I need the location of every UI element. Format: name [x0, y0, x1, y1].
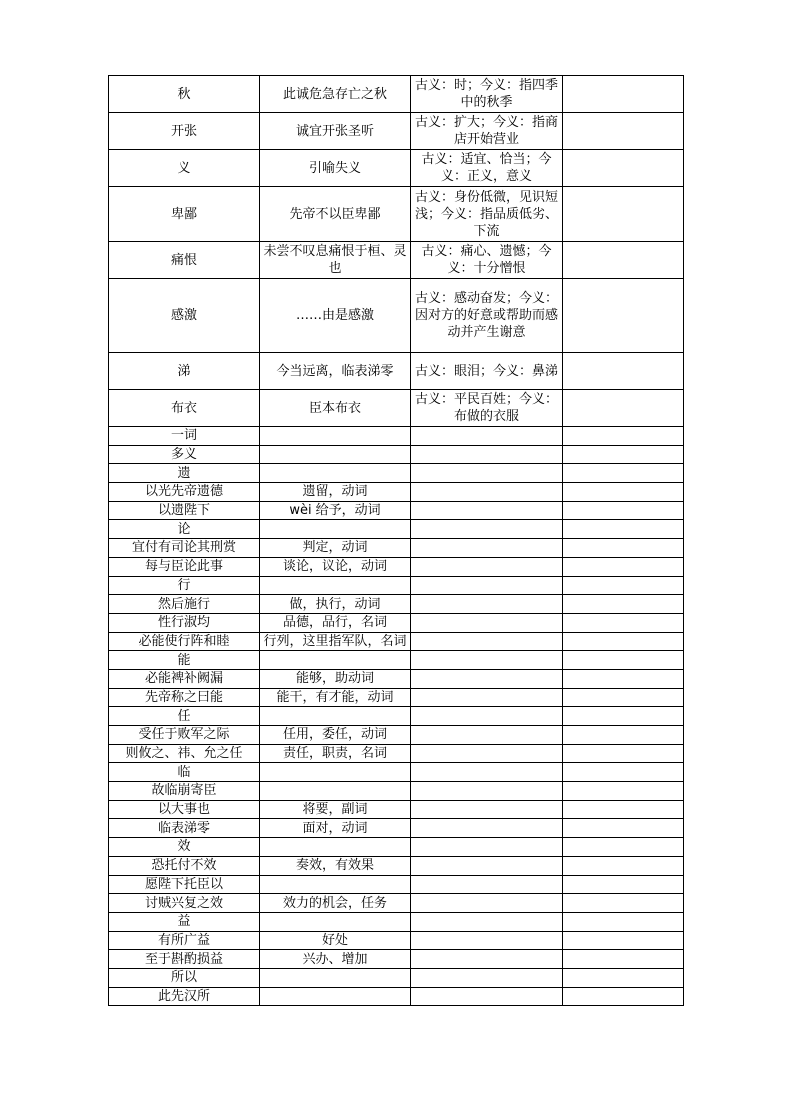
table-cell-col1: 则攸之、祎、允之任	[109, 744, 260, 763]
table-cell-col2	[260, 968, 411, 987]
table-row	[109, 187, 684, 242]
table-cell-col3: 古义：痛心、遗憾；今义：十分憎恨	[411, 242, 563, 279]
table-cell-col1: 益	[109, 912, 260, 931]
table-cell-col4	[563, 613, 684, 632]
table-cell-col2: 品德，品行，名词	[260, 613, 411, 632]
vocab-table	[108, 75, 684, 1006]
table-cell-col3	[411, 688, 563, 707]
table-row	[109, 707, 684, 726]
table-row	[109, 651, 684, 670]
table-row	[109, 557, 684, 576]
table-cell-col2	[260, 427, 411, 446]
table-cell-col3	[411, 726, 563, 745]
table-cell-col1: 至于斟酌损益	[109, 950, 260, 969]
table-cell-col3	[411, 800, 563, 819]
table-cell-col3: 古义：身份低微，见识短浅；今义：指品质低劣、下流	[411, 187, 563, 242]
table-cell-col3	[411, 931, 563, 950]
table-row	[109, 150, 684, 187]
table-cell-col4	[563, 557, 684, 576]
table-cell-col4	[563, 76, 684, 113]
table-cell-col2	[260, 464, 411, 483]
table-cell-col2	[260, 520, 411, 539]
table-cell-col2	[260, 445, 411, 464]
table-cell-col4	[563, 968, 684, 987]
table-cell-col2	[260, 987, 411, 1006]
table-cell-col3	[411, 894, 563, 913]
table-row	[109, 445, 684, 464]
table-cell-col3	[411, 445, 563, 464]
table-cell-col2: 面对，动词	[260, 819, 411, 838]
table-cell-col4	[563, 726, 684, 745]
table-cell-col3	[411, 763, 563, 782]
table-row	[109, 613, 684, 632]
table-cell-col2: 责任，职责，名词	[260, 744, 411, 763]
table-cell-col1: 所以	[109, 968, 260, 987]
table-cell-col2: 将要，副词	[260, 800, 411, 819]
table-cell-col4	[563, 483, 684, 502]
table-row	[109, 987, 684, 1006]
table-cell-col1: 以光先帝遗德	[109, 483, 260, 502]
table-cell-col4	[563, 800, 684, 819]
table-cell-col4	[563, 427, 684, 446]
table-row	[109, 894, 684, 913]
table-cell-col4	[563, 931, 684, 950]
table-cell-col3	[411, 520, 563, 539]
table-cell-col3: 古义：扩大；今义：指商店开始营业	[411, 113, 563, 150]
table-cell-col4	[563, 744, 684, 763]
table-cell-col3	[411, 819, 563, 838]
table-row	[109, 968, 684, 987]
table-cell-col3	[411, 576, 563, 595]
table-cell-col4	[563, 987, 684, 1006]
table-row	[109, 912, 684, 931]
table-row	[109, 726, 684, 745]
table-cell-col3	[411, 782, 563, 801]
table-cell-col4	[563, 279, 684, 353]
table-cell-col3: 古义：眼泪；今义：鼻涕	[411, 353, 563, 390]
table-cell-col1: 涕	[109, 353, 260, 390]
table-cell-col4	[563, 707, 684, 726]
table-cell-col4	[563, 950, 684, 969]
table-cell-col2: 好处	[260, 931, 411, 950]
table-cell-col2: 兴办、增加	[260, 950, 411, 969]
table-cell-col2: 奏效，有效果	[260, 856, 411, 875]
table-cell-col1: 恐托付不效	[109, 856, 260, 875]
table-cell-col1: 先帝称之曰能	[109, 688, 260, 707]
table-cell-col1: 有所广益	[109, 931, 260, 950]
table-row	[109, 744, 684, 763]
table-cell-col2	[260, 782, 411, 801]
table-row	[109, 950, 684, 969]
table-row	[109, 875, 684, 894]
table-cell-col2: 做，执行，动词	[260, 595, 411, 614]
table-cell-col3	[411, 968, 563, 987]
table-row	[109, 501, 684, 520]
table-cell-col1: 论	[109, 520, 260, 539]
table-cell-col4	[563, 595, 684, 614]
table-cell-col1: 多义	[109, 445, 260, 464]
table-cell-col3	[411, 595, 563, 614]
table-cell-col2	[260, 576, 411, 595]
table-cell-col1: 开张	[109, 113, 260, 150]
table-cell-col1: 宜付有司论其刑赏	[109, 539, 260, 558]
table-cell-col4	[563, 782, 684, 801]
table-cell-col4	[563, 464, 684, 483]
table-row	[109, 931, 684, 950]
table-cell-col1: 讨贼兴复之效	[109, 894, 260, 913]
table-cell-col3	[411, 539, 563, 558]
table-row	[109, 669, 684, 688]
table-cell-col2: 效力的机会，任务	[260, 894, 411, 913]
table-cell-col2	[260, 651, 411, 670]
table-cell-col2: 诚宜开张圣听	[260, 113, 411, 150]
table-cell-col4	[563, 501, 684, 520]
table-cell-col1: 然后施行	[109, 595, 260, 614]
table-cell-col3	[411, 987, 563, 1006]
table-cell-col2: 能干，有才能，动词	[260, 688, 411, 707]
table-row	[109, 76, 684, 113]
table-row	[109, 632, 684, 651]
table-cell-col4	[563, 912, 684, 931]
table-cell-col1: 此先汉所	[109, 987, 260, 1006]
table-cell-col2: 能够，助动词	[260, 669, 411, 688]
table-cell-col1: 必能使行阵和睦	[109, 632, 260, 651]
table-cell-col3: 古义：感动奋发；今义：因对方的好意或帮助而感动并产生谢意	[411, 279, 563, 353]
table-row	[109, 520, 684, 539]
table-cell-col1: 受任于败军之际	[109, 726, 260, 745]
table-cell-col2: 臣本布衣	[260, 390, 411, 427]
table-cell-col3	[411, 651, 563, 670]
table-cell-col1: 义	[109, 150, 260, 187]
table-cell-col2: 此诚危急存亡之秋	[260, 76, 411, 113]
table-cell-col4	[563, 445, 684, 464]
table-cell-col1: 必能裨补阙漏	[109, 669, 260, 688]
table-row	[109, 483, 684, 502]
table-cell-col4	[563, 632, 684, 651]
table-row	[109, 595, 684, 614]
table-row	[109, 856, 684, 875]
table-cell-col3	[411, 501, 563, 520]
table-row	[109, 782, 684, 801]
table-cell-col1: 临	[109, 763, 260, 782]
table-cell-col4	[563, 187, 684, 242]
table-cell-col3	[411, 632, 563, 651]
table-row	[109, 763, 684, 782]
table-cell-col3: 古义：平民百姓；今义：布做的衣服	[411, 390, 563, 427]
table-row	[109, 242, 684, 279]
table-cell-col3	[411, 707, 563, 726]
table-cell-col4	[563, 688, 684, 707]
table-cell-col3	[411, 483, 563, 502]
table-cell-col3	[411, 838, 563, 857]
table-cell-col2: 今当远离，临表涕零	[260, 353, 411, 390]
table-cell-col1: 布衣	[109, 390, 260, 427]
table-row	[109, 427, 684, 446]
table-row	[109, 390, 684, 427]
table-cell-col4	[563, 539, 684, 558]
table-cell-col2: 遗留，动词	[260, 483, 411, 502]
table-cell-col2	[260, 707, 411, 726]
table-cell-col4	[563, 242, 684, 279]
table-cell-col4	[563, 856, 684, 875]
table-cell-col1: 以遗陛下	[109, 501, 260, 520]
table-row	[109, 819, 684, 838]
table-cell-col3	[411, 875, 563, 894]
table-cell-col2: 判定，动词	[260, 539, 411, 558]
table-cell-col1: 故临崩寄臣	[109, 782, 260, 801]
table-cell-col4	[563, 576, 684, 595]
table-cell-col1: 遗	[109, 464, 260, 483]
table-cell-col4	[563, 113, 684, 150]
table-cell-col1: 感激	[109, 279, 260, 353]
table-cell-col1: 行	[109, 576, 260, 595]
table-cell-col3	[411, 669, 563, 688]
table-cell-col4	[563, 150, 684, 187]
table-cell-col4	[563, 819, 684, 838]
table-row	[109, 279, 684, 353]
table-row	[109, 688, 684, 707]
table-cell-col2: 任用，委任，动词	[260, 726, 411, 745]
table-cell-col1: 临表涕零	[109, 819, 260, 838]
table-cell-col1: 以大事也	[109, 800, 260, 819]
table-cell-col1: 一词	[109, 427, 260, 446]
table-cell-col3	[411, 427, 563, 446]
table-cell-col4	[563, 669, 684, 688]
table-cell-col1: 痛恨	[109, 242, 260, 279]
table-cell-col1: 愿陛下托臣以	[109, 875, 260, 894]
table-cell-col1: 效	[109, 838, 260, 857]
table-cell-col1: 任	[109, 707, 260, 726]
table-cell-col3	[411, 912, 563, 931]
table-cell-col4	[563, 838, 684, 857]
table-cell-col1: 性行淑均	[109, 613, 260, 632]
table-cell-col2: 引喻失义	[260, 150, 411, 187]
table-cell-col2: 未尝不叹息痛恨于桓、灵也	[260, 242, 411, 279]
table-cell-col3: 古义：时；今义：指四季中的秋季	[411, 76, 563, 113]
table-cell-col2: wèi 给予，动词	[260, 501, 411, 520]
table-row	[109, 800, 684, 819]
table-cell-col1: 每与臣论此事	[109, 557, 260, 576]
table-cell-col2	[260, 838, 411, 857]
table-cell-col4	[563, 763, 684, 782]
table-cell-col1: 能	[109, 651, 260, 670]
table-cell-col4	[563, 894, 684, 913]
table-cell-col2: 行列，这里指军队，名词	[260, 632, 411, 651]
table-cell-col4	[563, 353, 684, 390]
table-cell-col1: 卑鄙	[109, 187, 260, 242]
table-cell-col2	[260, 763, 411, 782]
table-cell-col4	[563, 875, 684, 894]
table-row	[109, 353, 684, 390]
table-cell-col4	[563, 390, 684, 427]
table-cell-col2: 先帝不以臣卑鄙	[260, 187, 411, 242]
table-cell-col2: ……由是感激	[260, 279, 411, 353]
table-cell-col3: 古义：适宜、恰当；今义：正义，意义	[411, 150, 563, 187]
table-cell-col2	[260, 875, 411, 894]
table-cell-col3	[411, 464, 563, 483]
table-cell-col3	[411, 557, 563, 576]
table-cell-col2: 谈论，议论，动词	[260, 557, 411, 576]
table-row	[109, 464, 684, 483]
table-cell-col4	[563, 520, 684, 539]
table-cell-col3	[411, 950, 563, 969]
table-cell-col4	[563, 651, 684, 670]
table-row	[109, 838, 684, 857]
table-cell-col3	[411, 744, 563, 763]
table-row	[109, 113, 684, 150]
table-cell-col2	[260, 912, 411, 931]
table-cell-col3	[411, 856, 563, 875]
table-cell-col1: 秋	[109, 76, 260, 113]
table-cell-col3	[411, 613, 563, 632]
table-row	[109, 576, 684, 595]
table-row	[109, 539, 684, 558]
